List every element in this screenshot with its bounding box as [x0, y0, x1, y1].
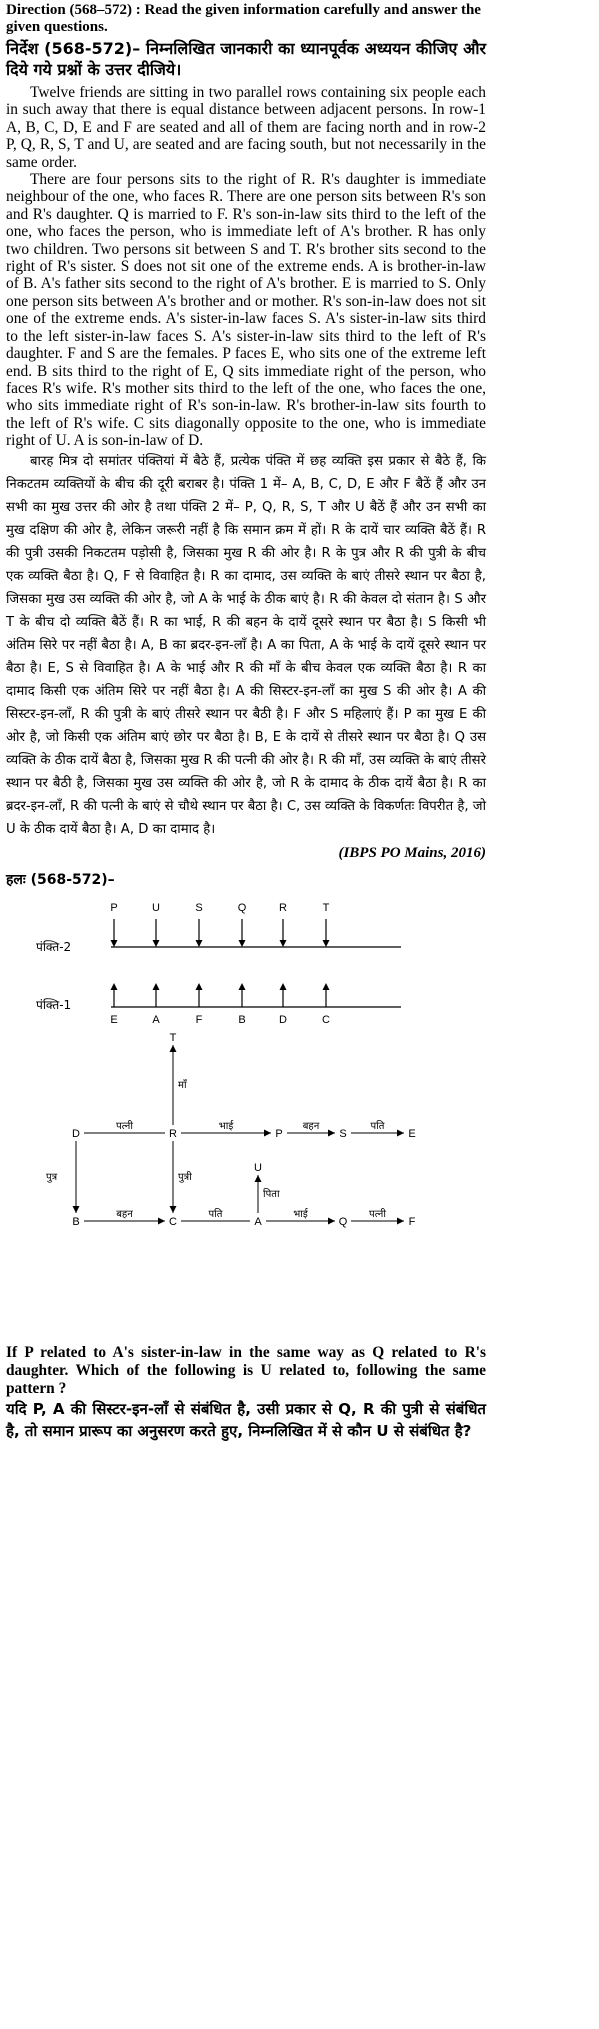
- relation-label-a_q: भाई: [293, 1208, 308, 1220]
- relation-arrowhead-q_f: [397, 1217, 404, 1224]
- relation-label-r_p: भाई: [218, 1120, 234, 1132]
- relation-label-d_r: पत्नी: [116, 1120, 133, 1132]
- tree-node-U: U: [254, 1161, 262, 1174]
- relation-label-b_c: बहन: [116, 1208, 133, 1220]
- tree-node-Q: Q: [338, 1215, 348, 1228]
- row1-seat-D: D: [279, 1013, 287, 1026]
- question-en: If P related to A's sister-in-law in the same way as Q related to R's daughter. Which of the following is U related to, following the same pattern ?: [6, 1343, 486, 1397]
- row1-arrowhead: [196, 983, 203, 990]
- source-citation: (IBPS PO Mains, 2016): [338, 844, 486, 861]
- row1-seat-E: E: [110, 1013, 118, 1026]
- row2-arrowhead: [323, 940, 330, 947]
- relation-label-u_a: पिता: [263, 1188, 280, 1200]
- relation-label-c_a: पति: [208, 1208, 223, 1220]
- row1-seat-B: B: [238, 1013, 246, 1026]
- row2-arrowhead: [196, 940, 203, 947]
- relation-arrowhead-d_b: [73, 1206, 80, 1213]
- row2-arrowhead: [111, 940, 118, 947]
- row1-label: पंक्ति-1: [36, 997, 72, 1012]
- row2-seat-Q: Q: [237, 901, 247, 914]
- row2-seat-R: R: [279, 901, 287, 914]
- question-hi: यदि P, A की सिस्टर-इन-लॉं से संबंधित है, उसी प्रकार से Q, R की पुत्री से संबंधित है, तो समान प्रारूप का अनुसरण करते हुए, निम्नलिखित में से कौन U से संबंधित है?: [6, 1399, 486, 1440]
- relation-arrowhead-u_a: [255, 1175, 262, 1182]
- tree-node-P: P: [275, 1127, 283, 1140]
- relation-label-d_b: पुत्र: [46, 1171, 58, 1183]
- relation-label-p_s: बहन: [302, 1120, 320, 1132]
- direction-hi: निर्देश (568-572)– निम्नलिखित जानकारी का ध्यानपूर्वक अध्ययन कीजिए और दिये गये प्रश्नों के उत्तर दीजिये।: [6, 39, 486, 79]
- row1-arrowhead: [280, 983, 287, 990]
- row2-label: पंक्ति-2: [36, 939, 72, 954]
- tree-node-B: B: [72, 1215, 80, 1228]
- relation-label-q_f: पत्नी: [369, 1208, 386, 1220]
- row2-arrowhead: [239, 940, 246, 947]
- relation-label-s_e: पति: [370, 1120, 385, 1132]
- tree-node-T: T: [169, 1031, 177, 1044]
- relation-arrowhead-p_s: [328, 1129, 335, 1136]
- relation-arrowhead-b_c: [158, 1217, 165, 1224]
- document-page: [6, 2, 486, 1442]
- relation-arrowhead-a_q: [328, 1217, 335, 1224]
- row2-seat-T: T: [322, 901, 330, 914]
- tree-node-C: C: [169, 1215, 177, 1228]
- tree-node-D: D: [72, 1127, 80, 1140]
- row1-seat-C: C: [322, 1013, 330, 1026]
- passage-en-paragraph-2: There are four persons sits to the right of R. R's daughter is immediate neighbour of the one, who faces R. There are one person sits between R's son and R's daughter. Q is married to F. R's son-in-law sits third to the left of the one, who faces the person, who is immediate left of A's brother. R has only two children. Two persons sit between S and T. R's brother sits second to the right of R's sister. S does not sit one of the extreme ends. A is brother-in-law of B. A's father sits second to the right of A's brother. E is married to S. Only one person sits between A's brother and or mother. R's son-in-law does not sit one of the extreme ends. A's sister-in-law faces S. A's sister-in-law sits third to the left sister-in-law faces S. A's sister-in-law sits third to the left of R's daughter. F and S are the females. P faces E, who sits one of the extreme left end. B sits third to the right of E, Q sits immediate right of the person, who faces R's wife. R's mother sits third to the left of the one, who faces the one, who sits immediate right of R's son-in-law. R's brother-in-law sits fourth to the left of R's wife. C sits diagonally opposite to the one, who is immediate right of U. A is son-in-law of D.: [6, 171, 486, 450]
- tree-node-S: S: [339, 1127, 347, 1140]
- tree-node-R: R: [169, 1127, 177, 1140]
- row1-arrowhead: [323, 983, 330, 990]
- row1-seat-A: A: [152, 1013, 160, 1026]
- relation-label-t_r: माँ: [178, 1079, 187, 1091]
- relation-arrowhead-r_p: [264, 1129, 271, 1136]
- row2-arrowhead: [153, 940, 160, 947]
- tree-node-E: E: [408, 1127, 416, 1140]
- direction-en: Direction (568–572) : Read the given information carefully and answer the given questions.: [6, 2, 481, 35]
- row2-arrowhead: [280, 940, 287, 947]
- seating-arrangement: [36, 902, 401, 1026]
- relation-arrowhead-r_c: [170, 1206, 177, 1213]
- tree-node-A: A: [254, 1215, 262, 1228]
- tree-node-F: F: [408, 1215, 416, 1228]
- solution-diagram: [6, 889, 486, 1344]
- passage-en-paragraph-1: Twelve friends are sitting in two parallel rows containing six people each in such away that there is equal distance between adjacent persons. In row-1 A, B, C, D, E and F are seated and all of them are facing north and in row-2 P, Q, R, S, T and U, are seated and are facing south, but not necessarily in the same order.: [6, 84, 486, 171]
- row2-seat-P: P: [110, 901, 118, 914]
- family-tree: [46, 1032, 416, 1228]
- row1-arrowhead: [111, 983, 118, 990]
- relation-arrowhead-s_e: [397, 1129, 404, 1136]
- passage-hi: बारह मित्र दो समांतर पंक्तियां में बैठे हैं, प्रत्येक पंक्ति में छह व्यक्ति इस प्रकार से बैठे हैं, कि निकटतम व्यक्तियों के बीच की दूरी बराबर है। पंक्ति 1 में– A, B, C, D, E और F बैठें हैं और उन सभी का मुख उत्तर की ओर है तथा पंक्ति 2 में– P, Q, R, S, T और U बैठें हैं और उन सभी का मुख दक्षिण की ओर है, लेकिन जरूरी नहीं है कि समान क्रम में हों। R के दायें चार व्यक्ति बैठें हैं। R की पुत्री उसकी निकटतम पड़ोसी है, जिसका मुख R की ओर है। R के पुत्र और R की पुत्री के बीच एक व्यक्ति बैठा है। Q, F से विवाहित है। R का दामाद, उस व्यक्ति के बाएं तीसरे स्थान पर बैठा है, जिसका मुख उस व्यक्ति की ओर है, जो A के भाई के ठीक बाएं है। R की केवल दो संतान है। S और T के बीच दो व्यक्ति बैठें हैं। R का भाई, R की बहन के दायें दूसरे स्थान पर बैठा है। S किसी भी अंतिम सिरे पर नहीं बैठा है। A, B का ब्रदर-इन-लॉं है। A का पिता, A के भाई के दायें दूसरे स्थान पर बैठा है। E, S से विवाहित है। A के भाई और R की माँ के बीच केवल एक व्यक्ति बैठा है। R का दामाद किसी एक अंतिम सिरे पर नहीं बैठा है। A की सिस्टर-इन-लॉं का मुख S की ओर है। A की सिस्टर-इन-लॉं, R की पुत्री के बाएं तीसरे स्थान पर बैठी है। F और S महिलाएं हैं। P का मुख E की ओर है, जो किसी एक अंतिम बाएं छोर पर बैठा है। B, E के दायें से तीसरे स्थान पर बैठा है। Q उस व्यक्ति के ठीक दायें बैठा है, जिसका मुख R की पत्नी की ओर है। R की माँ, उस व्यक्ति के बाएं तीसरे स्थान पर बैठी है, जिसका मुख उस व्यक्ति की ओर है, जो R के दामाद के ठीक दायें बैठा है। R का ब्रदर-इन-लॉं, R की पत्नी के बाएं से चौथे स्थान पर बैठा है। C, उस व्यक्ति के विकर्णतः विपरीत है, जो U के ठीक दायें बैठा है। A, D का दामाद है।: [6, 453, 486, 837]
- row2-seat-S: S: [195, 901, 203, 914]
- relation-label-r_c: पुत्री: [178, 1171, 192, 1183]
- row1-arrowhead: [239, 983, 246, 990]
- row1-seat-F: F: [195, 1013, 203, 1026]
- solution-heading: हलः (568-572)–: [6, 871, 115, 888]
- row1-arrowhead: [153, 983, 160, 990]
- relation-arrowhead-t_r: [170, 1045, 177, 1052]
- row2-seat-U: U: [152, 901, 160, 914]
